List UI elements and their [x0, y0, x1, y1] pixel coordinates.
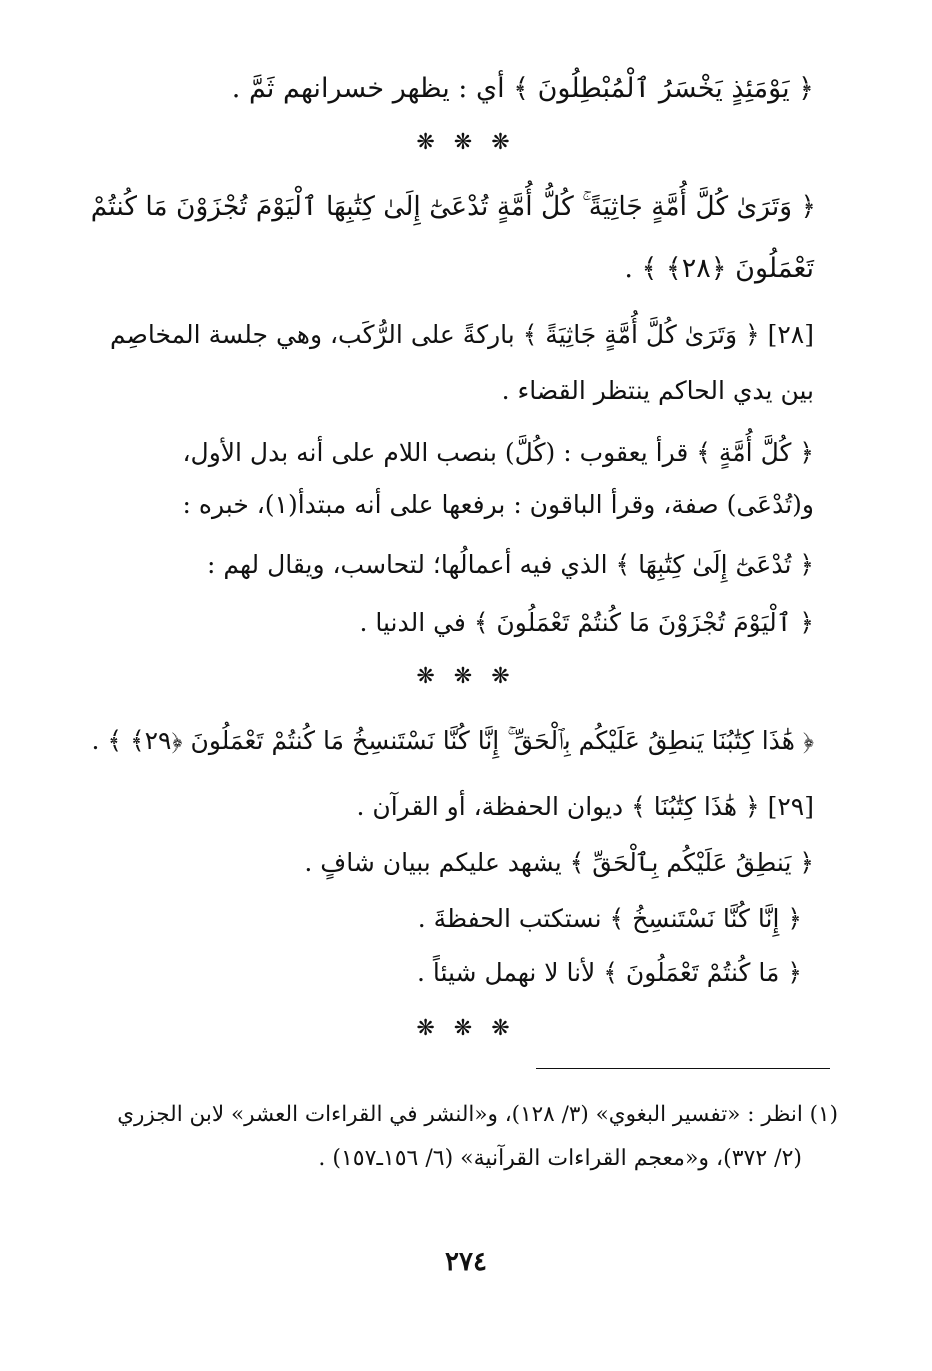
commentary-29-line-2: ﴿ يَنطِقُ عَلَيْكُم بِٱلْحَقِّ ﴾ يشهد عليكم ببيان شافٍ .: [304, 848, 814, 877]
page-number: ٢٧٤: [445, 1247, 487, 1277]
section-separator: ❋ ❋ ❋: [416, 130, 516, 155]
verse-line-27: ﴿ يَوْمَئِذٍ يَخْسَرُ ٱلْمُبْطِلُونَ ﴾ أي : يظهر خسرانهم ثَمَّ .: [231, 73, 814, 104]
commentary-28-line-2: بين يدي الحاكم ينتظر القضاء .: [501, 376, 814, 405]
section-separator: ❋ ❋ ❋: [416, 1016, 516, 1041]
commentary-29-line-1: [٢٩] ﴿ هَٰذَا كِتَٰبُنَا ﴾ ديوان الحفظة، أو القرآن .: [356, 792, 814, 821]
commentary-29-line-3: ﴿ إِنَّا كُنَّا نَسْتَنسِخُ ﴾ نستكتب الحفظةَ .: [417, 904, 802, 933]
commentary-28-line-5: ﴿ تُدْعَىٰٓ إِلَىٰ كِتَٰبِهَا ﴾ الذي فيه أعمالُها؛ لتحاسب، ويقال لهم :: [206, 550, 814, 579]
footnote-divider: [536, 1068, 830, 1069]
verse-28-line-2: تَعْمَلُونَ ﴿٢٨﴾ ﴾ .: [624, 253, 814, 284]
verse-28-line-1: ﴿ وَتَرَىٰ كُلَّ أُمَّةٍ جَاثِيَةً ۚ كُلُّ أُمَّةٍ تُدْعَىٰٓ إِلَىٰ كِتَٰبِهَا ٱلْيَوْمَ تُجْزَوْنَ مَا كُنتُمْ: [90, 191, 816, 222]
section-separator: ❋ ❋ ❋: [416, 664, 516, 689]
commentary-28-line-6: ﴿ ٱلْيَوْمَ تُجْزَوْنَ مَا كُنتُمْ تَعْمَلُونَ ﴾ في الدنيا .: [359, 608, 814, 637]
footnote-line-2: (٢/ ٣٧٢)، و«معجم القراءات القرآنية» (٦/ ١٥٦ـ١٥٧) .: [318, 1146, 802, 1171]
commentary-28-line-4: و(تُدْعَى) صفة، وقرأ الباقون : برفعها على أنه مبتدأ(١)، خبره :: [182, 490, 814, 519]
verse-29: ﴿ هَٰذَا كِتَٰبُنَا يَنطِقُ عَلَيْكُم بِٱلْحَقِّ ۚ إِنَّا كُنَّا نَسْتَنسِخُ مَا كُنتُمْ تَعْمَلُونَ ﴿٢٩﴾ ﴾ .: [91, 726, 814, 755]
commentary-28-line-1: [٢٨] ﴿ وَتَرَىٰ كُلَّ أُمَّةٍ جَاثِيَةً ﴾ باركةً على الرُّكَب، وهي جلسة المخاصِم: [109, 320, 814, 349]
footnote-line-1: (١) انظر : «تفسير البغوي» (٣/ ١٢٨)، و«النشر في القراءات العشر» لابن الجزري: [117, 1102, 838, 1127]
commentary-29-line-4: ﴿ مَا كُنتُمْ تَعْمَلُونَ ﴾ لأنا لا نهمل شيئاً .: [416, 958, 802, 987]
commentary-28-line-3: ﴿ كُلَّ أُمَّةٍ ﴾ قرأ يعقوب : (كُلَّ) بنصب اللام على أنه بدل الأول،: [182, 438, 814, 467]
